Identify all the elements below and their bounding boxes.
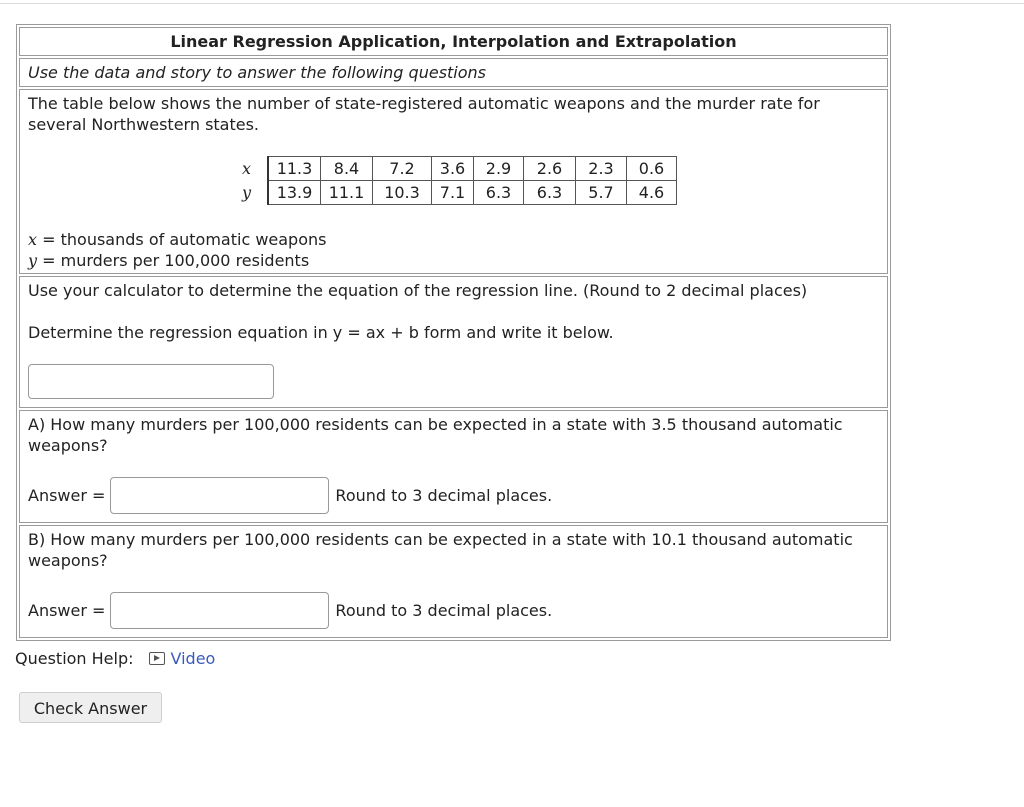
x-value: 0.6 — [627, 157, 677, 181]
question-help — [15, 648, 215, 669]
part-a-answer-input[interactable] — [110, 477, 329, 514]
x-definition — [28, 229, 879, 250]
y-variable: y — [28, 251, 38, 270]
check-answer-button[interactable]: Check Answer — [19, 692, 162, 723]
variable-definitions — [28, 229, 879, 271]
x-value: 2.6 — [524, 157, 576, 181]
y-value: 6.3 — [474, 181, 524, 205]
x-header: x — [241, 159, 252, 178]
part-b-section — [19, 525, 888, 638]
x-variable: x — [28, 230, 38, 249]
part-b-answer-label: Answer = — [28, 601, 106, 620]
part-a-section — [19, 410, 888, 523]
y-value: 13.9 — [268, 181, 321, 205]
regression-instruction: Use your calculator to determine the equation of the regression line. (Round to 2 decimal places) — [28, 281, 808, 300]
video-link-label[interactable]: Video — [170, 649, 216, 668]
story-text: The table below shows the number of state-registered automatic weapons and the murder rate for several Northwestern states. — [28, 94, 820, 134]
y-header: y — [241, 183, 252, 202]
data-table — [226, 156, 677, 205]
part-a-question: A) How many murders per 100,000 residents can be expected in a state with 3.5 thousand automatic weapons? — [28, 415, 843, 455]
part-b-question: B) How many murders per 100,000 residents can be expected in a state with 10.1 thousand automatic weapons? — [28, 530, 853, 570]
question-table — [16, 24, 891, 641]
question-help-label: Question Help: — [15, 649, 134, 668]
x-value: 3.6 — [432, 157, 474, 181]
x-value: 11.3 — [268, 157, 321, 181]
top-divider — [0, 3, 1024, 4]
y-value: 11.1 — [321, 181, 373, 205]
regression-section — [19, 276, 888, 408]
y-definition — [28, 250, 879, 271]
x-definition-text: = thousands of automatic weapons — [37, 230, 327, 249]
x-value: 8.4 — [321, 157, 373, 181]
instructions: Use the data and story to answer the following questions — [19, 58, 888, 87]
y-value: 5.7 — [576, 181, 627, 205]
x-value: 2.3 — [576, 157, 627, 181]
y-definition-text: = murders per 100,000 residents — [37, 251, 310, 270]
part-a-answer-line — [28, 477, 879, 514]
x-value: 7.2 — [373, 157, 432, 181]
question-title: Linear Regression Application, Interpolation and Extrapolation — [19, 27, 888, 56]
x-row — [226, 157, 677, 181]
regression-equation-input[interactable] — [28, 364, 274, 399]
y-value: 6.3 — [524, 181, 576, 205]
play-icon — [149, 652, 165, 665]
x-value: 2.9 — [474, 157, 524, 181]
regression-prompt: Determine the regression equation in y = ax + b form and write it below. — [28, 323, 614, 342]
y-value: 7.1 — [432, 181, 474, 205]
y-value: 4.6 — [627, 181, 677, 205]
y-value: 10.3 — [373, 181, 432, 205]
part-b-round-note: Round to 3 decimal places. — [335, 601, 553, 620]
part-b-answer-input[interactable] — [110, 592, 329, 629]
video-help-link[interactable] — [149, 648, 216, 669]
y-row — [226, 181, 677, 205]
part-a-answer-label: Answer = — [28, 486, 106, 505]
story-section — [19, 89, 888, 274]
part-b-answer-line — [28, 592, 879, 629]
part-a-round-note: Round to 3 decimal places. — [335, 486, 553, 505]
